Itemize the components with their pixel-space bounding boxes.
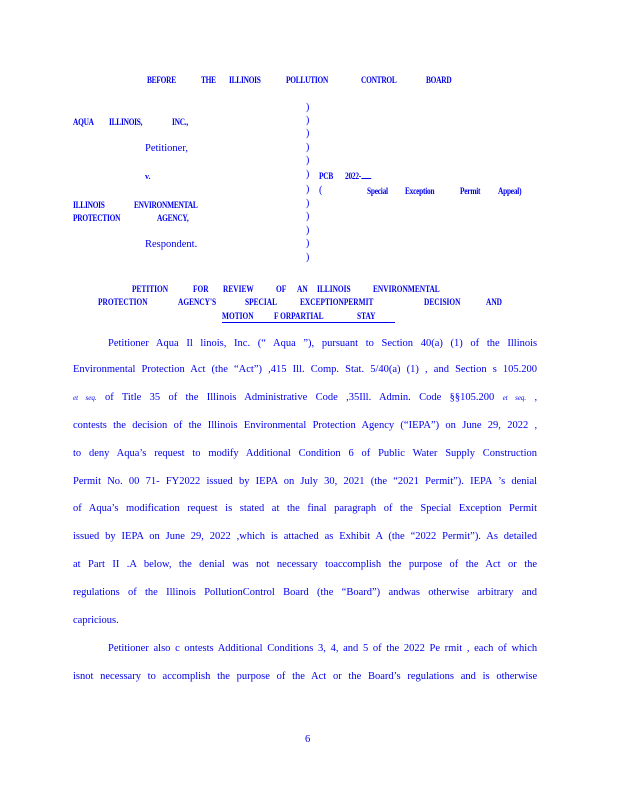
respondent-agency: AGENCY,	[157, 213, 189, 223]
title-word: AND	[486, 297, 502, 307]
title-word: ENVIRONMENTAL	[373, 284, 440, 294]
body-line: Petitioner Aqua Il linois, Inc. (“ Aqua ”), pursuant to Section 40(a) (1) of the Illinois	[108, 338, 538, 349]
petitioner-name-aqua: AQUA	[73, 117, 94, 127]
paren: )	[306, 211, 310, 222]
page-number: 6	[305, 734, 311, 745]
paren: )	[306, 225, 310, 236]
paren: )	[306, 169, 310, 180]
body-line: contests the decision of the Illinois Environmental Protection Agency (“IEPA”) on June 29, 2022 ,	[73, 420, 538, 431]
heading-the: THE	[201, 75, 216, 85]
heading-control: CONTROL	[361, 75, 397, 85]
paren: )	[306, 238, 310, 249]
title-word: STAY	[357, 311, 376, 321]
appeal-open-paren: (	[319, 185, 323, 196]
respondent-role: Respondent.	[145, 239, 198, 250]
paren: )	[306, 115, 310, 126]
title-word: PROTECTION	[98, 297, 148, 307]
paren: )	[306, 198, 310, 209]
title-word: ILLINOIS	[317, 284, 351, 294]
title-underline	[222, 322, 395, 323]
heading-before: BEFORE	[147, 75, 176, 85]
respondent-environmental: ENVIRONMENTAL	[134, 200, 198, 210]
body-line: issued by IEPA on June 29, 2022 ,which is attached as Exhibit A (the “2022 Permit”). As detailed	[73, 531, 538, 542]
paren: )	[306, 128, 310, 139]
body-line: capricious.	[73, 615, 119, 626]
paren: )	[306, 155, 310, 166]
petitioner-name-inc: INC.,	[172, 117, 189, 127]
respondent-protection: PROTECTION	[73, 213, 121, 223]
body-line: Petitioner also c ontests Additional Conditions 3, 4, and 5 of the 2022 Pe rmit , each of which	[108, 643, 538, 654]
title-word: F ORPARTIAL	[274, 311, 324, 321]
heading-board: BOARD	[426, 75, 452, 85]
title-word: SPECIAL	[245, 297, 277, 307]
body-line: isnot necessary to accomplish the purpose of the Act or the Board’s regulations and is otherwise	[73, 671, 538, 682]
versus: v.	[145, 172, 151, 181]
body-line: regulations of the Illinois PollutionControl Board (the “Board”) andwas otherwise arbitrary and	[73, 587, 537, 598]
paren: )	[306, 184, 310, 195]
title-word: OF	[276, 284, 287, 294]
petitioner-name-illinois: ILLINOIS,	[109, 117, 143, 127]
title-word: REVIEW	[223, 284, 254, 294]
heading-pollution: POLLUTION	[286, 75, 329, 85]
pcb-label: PCB	[319, 171, 334, 181]
title-word: MOTION	[222, 311, 254, 321]
body-line: to deny Aqua’s request to modify Additional Condition 6 of Public Water Supply Construction	[73, 448, 538, 459]
appeal-word: Appeal)	[498, 186, 522, 196]
paren: )	[306, 252, 310, 263]
paren: )	[306, 142, 310, 153]
appeal-permit: Permit	[460, 186, 481, 196]
title-word: AN	[297, 284, 308, 294]
respondent-illinois: ILLINOIS	[73, 200, 105, 210]
case-number: 2022-	[345, 171, 371, 181]
body-line: Environmental Protection Act (the “Act”) ,415 Ill. Comp. Stat. 5/40(a) (1) , and Section s 105.200	[73, 364, 538, 375]
body-line: Permit No. 00 71- FY2022 issued by IEPA on July 30, 2021 (the “2021 Permit”). IEPA ’s denial	[73, 476, 538, 487]
heading-illinois: ILLINOIS	[229, 75, 261, 85]
title-word: FOR	[193, 284, 209, 294]
title-word: DECISION	[424, 297, 461, 307]
appeal-special: Special	[367, 186, 388, 196]
title-word: PETITION	[132, 284, 169, 294]
title-word: EXCEPTIONPERMIT	[300, 297, 374, 307]
title-word: AGENCY'S	[178, 297, 217, 307]
appeal-exception: Exception	[405, 186, 435, 196]
paren: )	[306, 102, 310, 113]
body-line: et seq. of Title 35 of the Illinois Administrative Code ,35Ill. Admin. Code §§105.200 et seq. ,	[73, 392, 538, 403]
body-line: at Part II .A below, the denial was not necessary toaccomplish the purpose of the Act or the	[73, 559, 538, 570]
body-line: of Aqua’s modification request is stated at the final paragraph of the Special Exception Permit	[73, 503, 537, 514]
petitioner-role: Petitioner,	[145, 143, 189, 154]
